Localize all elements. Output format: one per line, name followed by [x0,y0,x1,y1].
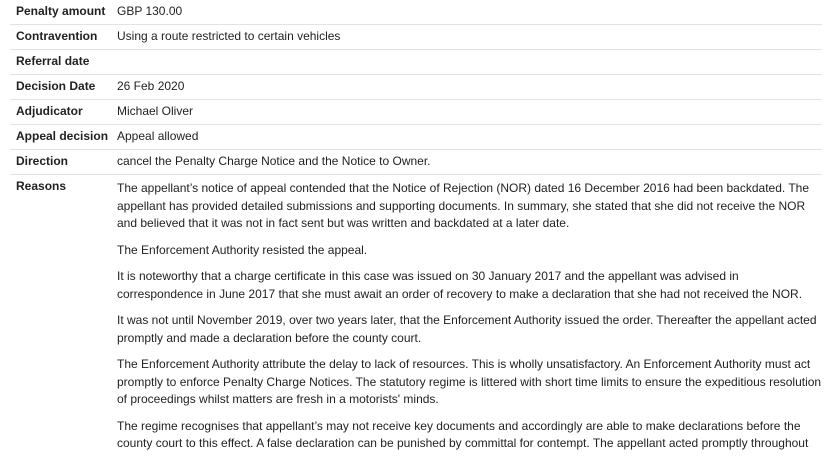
adjudicator-value: Michael Oliver [117,104,194,118]
referral-date-value [117,50,822,74]
reasons-paragraph: The Enforcement Authority resisted the appeal. [117,242,368,257]
contravention-row [10,25,822,50]
reasons-paragraph: It was not until November 2019, over two years later, that the Enforcement Authority issued the order. Thereafter the appellant acted promptly and made a declaration before the county court. [117,313,817,345]
decision-date-label: Decision Date [16,79,96,93]
contravention-label: Contravention [16,29,98,43]
penalty-amount-value: GBP 130.00 [117,4,183,18]
referral-date-row [10,50,822,75]
direction-label: Direction [16,154,69,168]
reasons-paragraph: It is noteworthy that a charge certificate in this case was issued on 30 January 2017 and the appellant was advised in correspondence in June 2017 that she must await an order of recovery to make a declaration that she had not received the NOR. [117,269,803,301]
adjudicator-label: Adjudicator [16,104,83,118]
appeal-decision-value: Appeal allowed [117,129,199,143]
reasons-label: Reasons [16,179,67,193]
direction-row [10,150,822,175]
reasons-paragraph: The regime recognises that appellant’s may not receive key documents and accordingly are able to make declarations before the county court to this effect. A false declaration can be punished by committal for contempt. The appellant acted promptly throughout [117,418,809,450]
case-details-table [10,0,822,468]
appeal-decision-label: Appeal decision [16,129,109,143]
contravention-value: Using a route restricted to certain vehicles [117,29,341,43]
decision-date-value: 26 Feb 2020 [117,79,185,93]
penalty-amount-label: Penalty amount [16,4,106,18]
reasons-text [117,175,822,468]
penalty-amount-row [10,0,822,25]
direction-value: cancel the Penalty Charge Notice and the Notice to Owner. [117,154,431,168]
reasons-row [10,175,822,468]
reasons-paragraph: The Enforcement Authority attribute the delay to lack of resources. This is wholly unsatisfactory. An Enforcement Authority must act promptly to enforce Penalty Charge Notices. The statutory regime is littered with short time limits to ensure the expeditious resolution of proceedings whilst matters are fresh in a motorists' minds. [117,357,822,406]
adjudicator-row [10,100,822,125]
appeal-decision-row [10,125,822,150]
reasons-paragraph: The appellant’s notice of appeal contended that the Notice of Rejection (NOR) dated 16 December 2016 had been backdated. The appellant has provided detailed submissions and supporting documents. In summary, she stated that she did not receive the NOR and believed that it was not in fact sent but was written and backdated at a later date. [117,181,810,230]
referral-date-label: Referral date [16,54,90,68]
decision-date-row [10,75,822,100]
